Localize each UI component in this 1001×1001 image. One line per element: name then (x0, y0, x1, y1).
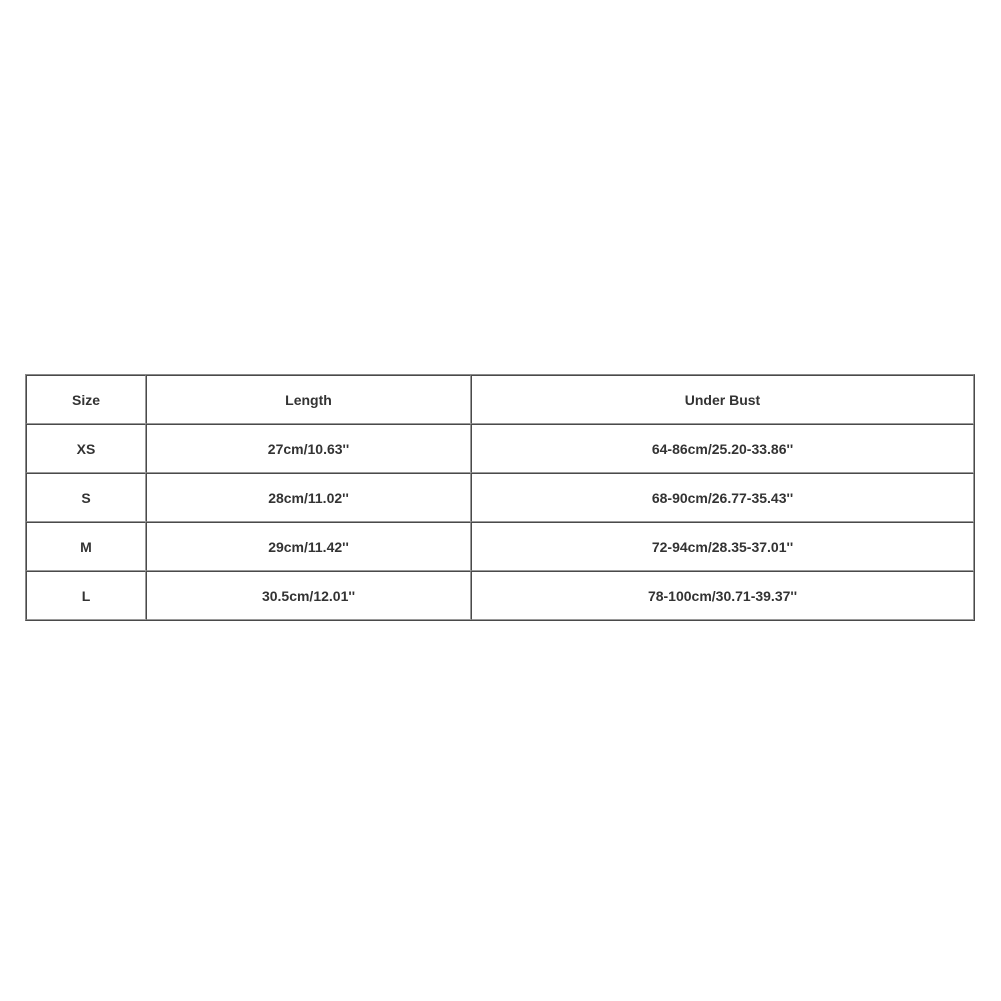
size-chart-table (25, 374, 975, 621)
length-cell: 27cm/10.63'' (146, 424, 471, 473)
under-bust-cell: 64-86cm/25.20-33.86'' (471, 424, 974, 473)
size-cell: XS (26, 424, 146, 473)
size-cell: M (26, 522, 146, 571)
table-row (26, 424, 974, 473)
table-row (26, 571, 974, 620)
size-cell: L (26, 571, 146, 620)
header-under-bust: Under Bust (471, 375, 974, 424)
length-cell: 29cm/11.42'' (146, 522, 471, 571)
table-row (26, 473, 974, 522)
table-header-row (26, 375, 974, 424)
header-length: Length (146, 375, 471, 424)
table-row (26, 522, 974, 571)
length-cell: 28cm/11.02'' (146, 473, 471, 522)
under-bust-cell: 78-100cm/30.71-39.37'' (471, 571, 974, 620)
under-bust-cell: 72-94cm/28.35-37.01'' (471, 522, 974, 571)
header-size: Size (26, 375, 146, 424)
length-cell: 30.5cm/12.01'' (146, 571, 471, 620)
size-cell: S (26, 473, 146, 522)
under-bust-cell: 68-90cm/26.77-35.43'' (471, 473, 974, 522)
